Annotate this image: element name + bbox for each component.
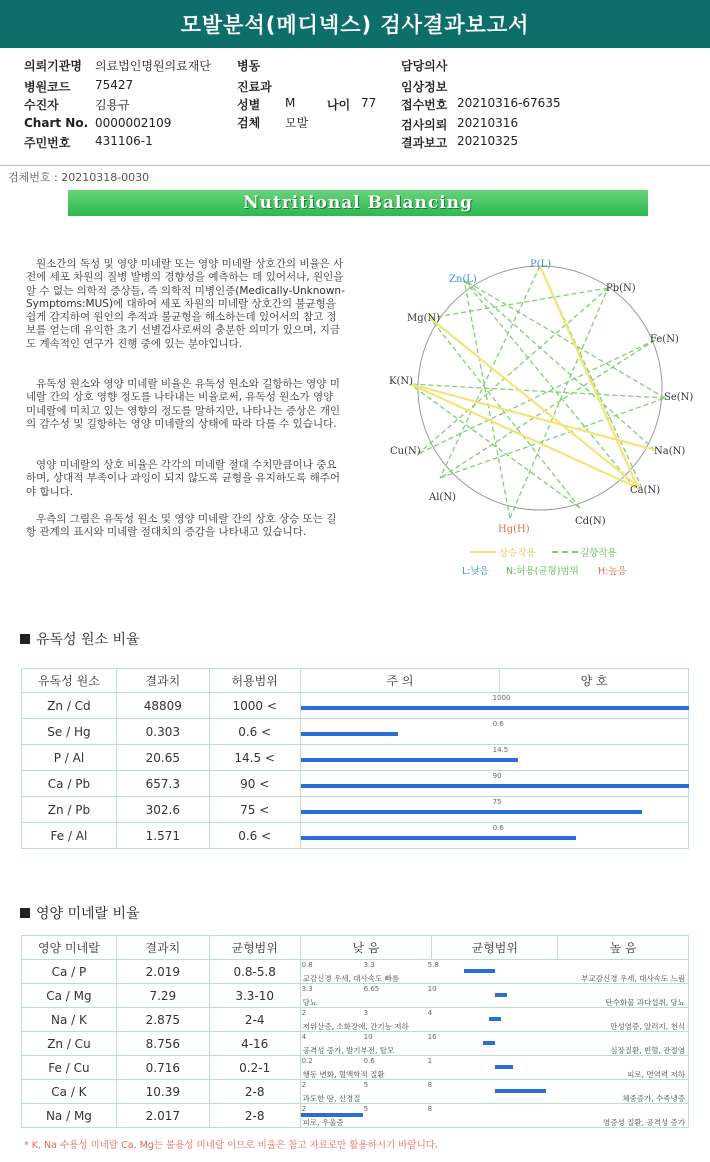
info-value: 431106-1 <box>95 134 153 148</box>
info-label: 진료과 <box>237 80 272 94</box>
result-value: 0.303 <box>116 719 209 745</box>
balance-range: 0.8-5.8 <box>209 960 300 984</box>
info-label: 나이 <box>327 98 351 112</box>
ratio-bar-cell <box>300 693 688 719</box>
node-label: Cu(N) <box>390 446 421 457</box>
balance-bar <box>495 1089 546 1093</box>
normal-legend: N:허용(균형)범위 <box>506 566 579 577</box>
ratio-bar <box>301 706 689 710</box>
allowed-range: 14.5 < <box>209 745 300 771</box>
info-label: 검체 <box>237 116 261 130</box>
balance-bar-cell <box>300 984 688 1008</box>
ratio-name: Fe / Cu <box>22 1056 117 1080</box>
balance-bar <box>495 993 507 997</box>
info-label: 성별 <box>237 98 261 112</box>
info-label: 수진자 <box>24 98 59 112</box>
ratio-bar <box>301 836 576 840</box>
synergy-line-swatch <box>470 551 496 553</box>
toxic-section-title <box>20 629 140 649</box>
balance-range: 4-16 <box>209 1032 300 1056</box>
col-header: 양 호 <box>500 669 689 693</box>
col-header: 낮 음 <box>300 936 432 960</box>
high-threshold: 5.8 <box>427 961 439 969</box>
mid-threshold: 5 <box>363 1105 369 1113</box>
square-bullet-icon <box>20 634 30 644</box>
paragraph: 원소간의 독성 및 영양 미네랄 또는 영양 미네랄 상호간의 비율은 사전에 세포 차원의 질병 발병의 경향성을 예측하는 데 있어서나, 원인을 알 수 없는 의학적 증상들, 즉 의학적 미병인증(Medically-Unknown-Symptoms:MUS)에 대하여 세포 차원의 미네랄 상호간의 불균형을 쉽게 감지하여 원인의 추적과 불균형을 해소하는데 있어서의 참고 정보를 얻는데 유익한 초기 선별검사로써의 충분한 의미가 있으며, 지금도 계속적인 연구가 진행 중에 있는 분야입니다. <box>26 258 345 350</box>
low-symptom: 과도한 땀, 신경질 <box>302 1094 361 1103</box>
info-label: 의뢰기관명 <box>24 59 82 73</box>
result-value: 7.29 <box>116 984 209 1008</box>
col-header: 유독성 원소 <box>22 669 117 693</box>
node-label: Fe(N) <box>650 334 679 345</box>
threshold-label: 0.6 <box>492 720 504 728</box>
table-row <box>22 745 689 771</box>
col-header: 균형범위 <box>432 936 558 960</box>
threshold-label: 75 <box>492 798 502 806</box>
high-symptom: 탄수화물 과다섭취, 당뇨 <box>605 998 685 1007</box>
info-value: 의료법인명원의료재단 <box>95 59 211 73</box>
paragraph: 유독성 원소와 영양 미네랄 비율은 유독성 원소와 길항하는 영양 미네랄 간의 상호 영향 정도를 나타내는 비율로써, 유독성 원소가 영양 미네랄에 미치고 있는 영향의 정도를 말하지만, 나타나는 증상은 개인의 감수성 및 길항하는 영양 미네랄의 상태에 따라 다를 수 있습니다. <box>26 378 341 430</box>
balance-bar-cell <box>300 1080 688 1104</box>
low-threshold: 2 <box>301 1081 307 1089</box>
ratio-name: Zn / Pb <box>22 797 117 823</box>
node-label: Ca(N) <box>630 485 661 496</box>
table-row <box>22 960 689 984</box>
table-row <box>22 771 689 797</box>
high-symptom: 체중증가, 수족냉증 <box>622 1094 685 1103</box>
allowed-range: 1000 < <box>209 693 300 719</box>
balance-bar-cell <box>300 960 688 984</box>
table-row <box>22 693 689 719</box>
table-row <box>22 1056 689 1080</box>
nutrient-section-title <box>20 903 140 923</box>
info-value: 20210325 <box>457 134 519 148</box>
ratio-bar-cell <box>300 719 688 745</box>
sample-number: 검체번호 : 20210318-0030 <box>8 171 150 184</box>
node-label: Zn(L) <box>449 274 477 285</box>
high-symptom: 피로, 면역력 저하 <box>627 1070 685 1079</box>
result-value: 657.3 <box>116 771 209 797</box>
table-row <box>22 1032 689 1056</box>
node-label: P(L) <box>530 259 552 270</box>
result-value: 2.019 <box>116 960 209 984</box>
balance-range: 3.3-10 <box>209 984 300 1008</box>
node-label: Se(N) <box>664 392 694 403</box>
info-label: 담당의사 <box>401 59 448 73</box>
info-value: 75427 <box>95 78 134 92</box>
ratio-name: Zn / Cu <box>22 1032 117 1056</box>
high-legend: H:높음 <box>598 566 627 577</box>
antagonism-legend: 길항작용 <box>580 548 617 559</box>
info-value: 모발 <box>285 116 309 130</box>
node-label: Hg(H) <box>498 524 530 535</box>
nutrient-title-text: 영양 미네랄 비율 <box>36 906 140 922</box>
result-value: 2.017 <box>116 1104 209 1128</box>
ratio-name: Ca / P <box>22 960 117 984</box>
paragraph: 우측의 그림은 유독성 원소 및 영양 미네랄 간의 상호 상승 또는 길항 관계의 표시와 미네랄 절대치의 증감을 나타내고 있습니다. <box>26 513 337 539</box>
high-threshold: 16 <box>427 1033 437 1041</box>
antagonism-line-swatch <box>552 551 578 553</box>
low-symptom: 저위산증, 소화장애, 간기능 저하 <box>302 1022 409 1031</box>
threshold-label: 0.6 <box>492 824 504 832</box>
info-value: M <box>285 96 296 110</box>
paragraph: 영양 미네랄의 상호 비율은 각각의 미네랄 절대 수치만큼이나 중요하며, 상대적 부족이나 과잉이 되지 않도록 균형을 유지하도록 해주어야 합니다. <box>26 459 341 498</box>
result-value: 0.716 <box>116 1056 209 1080</box>
high-threshold: 1 <box>427 1057 433 1065</box>
ratio-name: Ca / Pb <box>22 771 117 797</box>
low-symptom: 교감신경 우세, 대사속도 빠름 <box>302 974 400 983</box>
low-threshold: 0.8 <box>301 961 313 969</box>
result-value: 8.756 <box>116 1032 209 1056</box>
table-header-row <box>22 669 689 693</box>
ratio-bar <box>301 758 518 762</box>
allowed-range: 0.6 < <box>209 823 300 849</box>
low-symptom: 공격성 증가, 발기부전, 탈모 <box>302 1046 395 1055</box>
nutritional-banner: Nutritional Balancing <box>68 190 648 216</box>
low-threshold: 4 <box>301 1033 307 1041</box>
table-header-row <box>22 936 689 960</box>
balance-range: 0.2-1 <box>209 1056 300 1080</box>
high-symptom: 심장질환, 빈혈, 관절염 <box>610 1046 685 1055</box>
high-symptom: 만성염증, 알러지, 천식 <box>610 1022 685 1031</box>
threshold-label: 90 <box>492 772 502 780</box>
low-symptom: 피로, 우울증 <box>302 1118 344 1127</box>
info-value: 20210316-67635 <box>457 96 561 110</box>
balance-bar <box>489 1017 501 1021</box>
mid-threshold: 3.3 <box>363 961 375 969</box>
table-row <box>22 719 689 745</box>
node-label: Cd(N) <box>575 516 606 527</box>
info-label: Chart No. <box>24 116 89 130</box>
high-threshold: 8 <box>427 1081 433 1089</box>
ratio-bar-cell <box>300 745 688 771</box>
low-threshold: 3.3 <box>301 985 313 993</box>
threshold-label: 1000 <box>492 694 511 702</box>
node-label: Al(N) <box>429 492 456 503</box>
col-header: 높 음 <box>558 936 689 960</box>
balance-range: 2-8 <box>209 1080 300 1104</box>
low-threshold: 0.2 <box>301 1057 313 1065</box>
info-label: 병원코드 <box>24 80 71 94</box>
node-label: Na(N) <box>654 446 686 457</box>
result-value: 1.571 <box>116 823 209 849</box>
allowed-range: 90 < <box>209 771 300 797</box>
info-label: 접수번호 <box>401 98 448 112</box>
high-symptom: 염증성 질환, 공격성 증가 <box>603 1118 685 1127</box>
ratio-name: Na / K <box>22 1008 117 1032</box>
toxic-ratio-table <box>21 668 689 849</box>
table-row <box>22 797 689 823</box>
col-header: 균형범위 <box>209 936 300 960</box>
low-legend: L:낮음 <box>462 566 489 577</box>
info-label: 결과보고 <box>401 136 448 150</box>
balance-bar <box>301 1113 363 1117</box>
result-value: 20.65 <box>116 745 209 771</box>
balance-bar <box>495 1065 514 1069</box>
table-row <box>22 1008 689 1032</box>
ratio-name: Fe / Al <box>22 823 117 849</box>
balance-range: 2-4 <box>209 1008 300 1032</box>
allowed-range: 0.6 < <box>209 719 300 745</box>
footnote: * K, Na 수용성 미네랄 Ca, Mg는 불용성 미네랄 이므로 비율은 참고 자료로만 활용하시기 바랍니다. <box>24 1140 438 1151</box>
mineral-wheel-diagram <box>380 256 710 586</box>
result-value: 2.875 <box>116 1008 209 1032</box>
synergy-lines <box>410 266 655 488</box>
balance-bar-cell <box>300 1032 688 1056</box>
divider <box>0 165 710 166</box>
col-header: 결과치 <box>116 936 209 960</box>
nutrient-ratio-table <box>21 935 689 1128</box>
result-value: 302.6 <box>116 797 209 823</box>
col-header: 영양 미네랄 <box>22 936 117 960</box>
info-label: 임상정보 <box>401 80 448 94</box>
col-header: 허용범위 <box>209 669 300 693</box>
mid-threshold: 0.6 <box>363 1057 375 1065</box>
node-label: K(N) <box>389 376 414 387</box>
toxic-title-text: 유독성 원소 비율 <box>36 632 140 648</box>
result-value: 48809 <box>116 693 209 719</box>
node-label: Pb(N) <box>606 283 636 294</box>
col-header: 결과치 <box>116 669 209 693</box>
high-threshold: 8 <box>427 1105 433 1113</box>
balance-bar-cell <box>300 1008 688 1032</box>
mid-threshold: 3 <box>363 1009 369 1017</box>
balance-bar <box>464 969 495 973</box>
low-threshold: 2 <box>301 1009 307 1017</box>
mid-threshold: 5 <box>363 1081 369 1089</box>
table-row <box>22 1080 689 1104</box>
ratio-name: Zn / Cd <box>22 693 117 719</box>
balance-bar <box>483 1041 495 1045</box>
info-label: 병동 <box>237 59 261 73</box>
report-title: 모발분석(메디넥스) 검사결과보고서 <box>0 0 710 48</box>
low-symptom: 행동 변화, 혈액학적 질환 <box>302 1070 385 1079</box>
square-bullet-icon <box>20 908 30 918</box>
threshold-label: 14.5 <box>492 746 509 754</box>
low-symptom: 당뇨 <box>302 998 318 1007</box>
balance-range: 2-8 <box>209 1104 300 1128</box>
synergy-legend: 상승작용 <box>499 548 536 559</box>
high-threshold: 10 <box>427 985 437 993</box>
table-row <box>22 984 689 1008</box>
ratio-name: Ca / Mg <box>22 984 117 1008</box>
node-label: Mg(N) <box>407 313 441 324</box>
ratio-bar-cell <box>300 771 688 797</box>
allowed-range: 75 < <box>209 797 300 823</box>
ratio-bar <box>301 732 398 736</box>
ratio-name: P / Al <box>22 745 117 771</box>
ratio-bar <box>301 810 642 814</box>
ratio-bar-cell <box>300 823 688 849</box>
mid-threshold: 6.65 <box>363 985 380 993</box>
table-row <box>22 823 689 849</box>
wheel-circle <box>418 266 662 510</box>
info-value: 0000002109 <box>95 116 172 130</box>
balance-bar-cell <box>300 1056 688 1080</box>
low-threshold: 2 <box>301 1105 307 1113</box>
ratio-bar <box>301 784 689 788</box>
high-threshold: 4 <box>427 1009 433 1017</box>
info-value: 김용규 <box>95 98 130 112</box>
info-value: 77 <box>361 96 377 110</box>
info-label: 검사의뢰 <box>401 118 448 132</box>
ratio-name: Se / Hg <box>22 719 117 745</box>
info-value: 20210316 <box>457 116 519 130</box>
table-row <box>22 1104 689 1128</box>
result-value: 10.39 <box>116 1080 209 1104</box>
high-symptom: 부교감신경 우세, 대사속도 느림 <box>581 974 685 983</box>
ratio-bar-cell <box>300 797 688 823</box>
balance-bar-cell <box>300 1104 688 1128</box>
ratio-name: Na / Mg <box>22 1104 117 1128</box>
mid-threshold: 10 <box>363 1033 373 1041</box>
ratio-name: Ca / K <box>22 1080 117 1104</box>
antagonism-lines <box>410 266 665 518</box>
col-header: 주 의 <box>300 669 500 693</box>
info-label: 주민번호 <box>24 136 71 150</box>
